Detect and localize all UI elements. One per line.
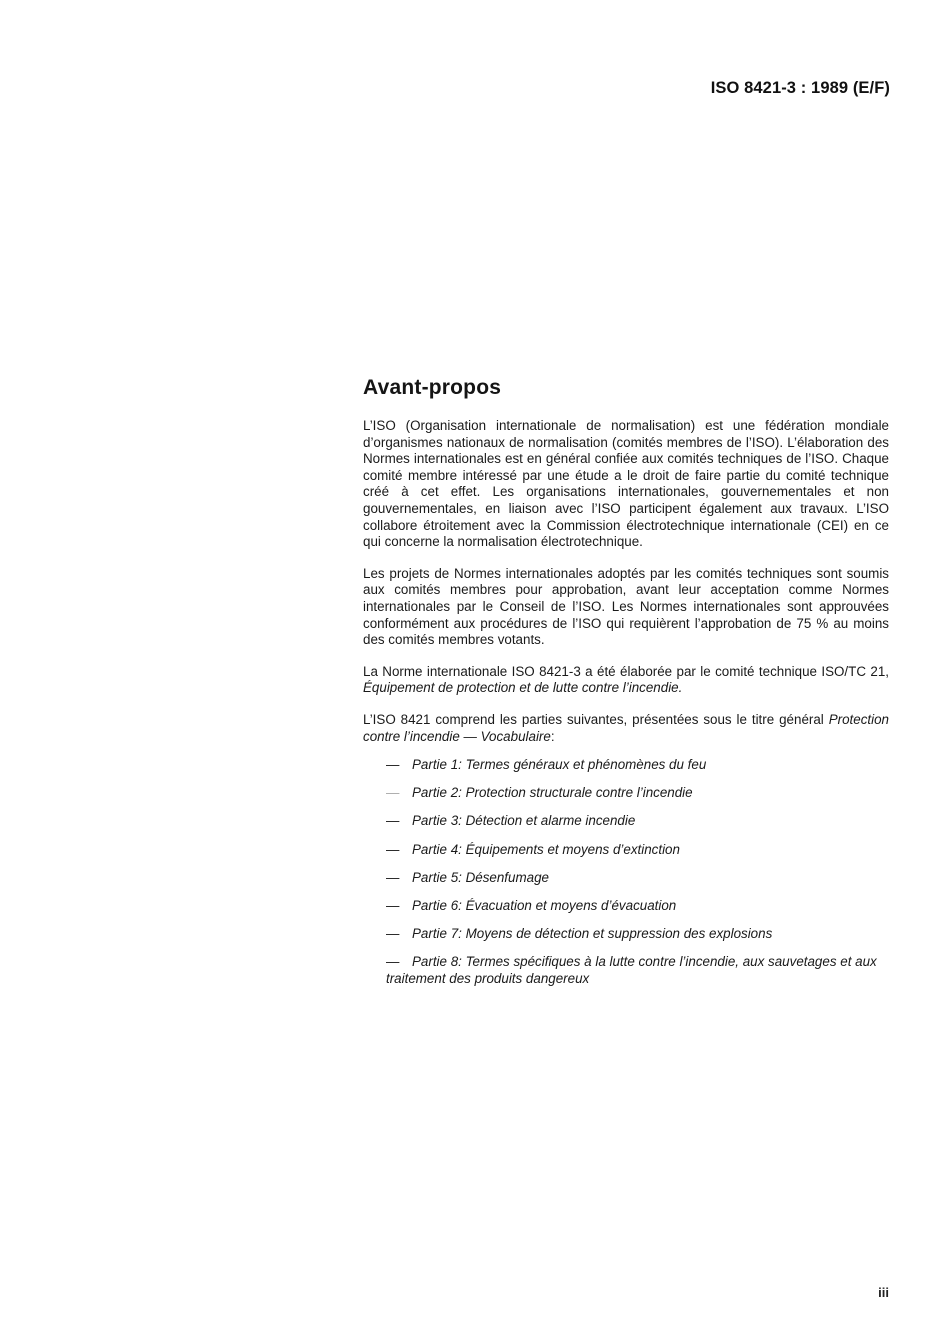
general-title: Protection contre l’incendie — Vocabulaire (363, 711, 889, 744)
dash-marker: — (386, 841, 400, 857)
list-item (363, 813, 889, 830)
part-label: Partie 3: Détection et alarme incendie (412, 813, 636, 829)
document-reference: ISO 8421-3 : 1989 (E/F) (710, 79, 890, 97)
part-label: Partie 8: Termes spécifiques à la lutte contre l’incendie, aux sauvetages et aux traitement des produits dangereux (386, 954, 877, 986)
paragraph-committee (363, 664, 889, 697)
part-label: Partie 2: Protection structurale contre l’incendie (412, 785, 693, 801)
paragraph-iso-intro: L’ISO (Organisation internationale de normalisation) est une fédération mondiale d’organismes nationaux de normalisation (comités membres de l’ISO). L’élaboration des Normes internationales est en général confiée aux comités techniques de l’ISO. Chaque comité membre intéressé par une étude a le droit de faire partie du comité technique créé à cet effet. Les organisations internationales, gouvernementales et non gouvernementales, en liaison avec l’ISO participent également aux travaux. L’ISO collabore étroitement avec la Commission électrotechnique internationale (CEI) en ce qui concerne la normalisation électrotechnique. (363, 418, 889, 550)
list-item (363, 757, 889, 774)
section-title: Avant-propos (363, 376, 502, 399)
part-label: Partie 7: Moyens de détection et suppression des explosions (412, 926, 773, 942)
parts-intro-colon: : (550, 728, 555, 744)
page-number: iii (878, 1285, 889, 1300)
part-label: Partie 1: Termes généraux et phénomènes du feu (412, 757, 707, 773)
dash-marker: — (386, 898, 400, 914)
dash-marker: — (386, 813, 400, 829)
foreword-section (363, 376, 889, 999)
list-item (363, 785, 889, 802)
paragraph-draft-approval: Les projets de Normes internationales adoptés par les comités techniques sont soumis aux comités membres pour approbation, avant leur acceptation comme Normes internationales par le Conseil de l’ISO. Les Normes internationales sont approuvées conformément aux procédures de l’ISO qui requièrent l’approbation de 75 % au moins des comités membres votants. (363, 565, 889, 648)
dash-marker: — (386, 785, 400, 801)
dash-marker: — (386, 954, 400, 970)
list-item (363, 954, 889, 987)
paragraph-parts-intro (363, 712, 889, 745)
committee-text: La Norme internationale ISO 8421-3 a été élaborée par le comité technique ISO/TC 21, (363, 663, 889, 679)
list-item (363, 926, 889, 943)
list-item (363, 842, 889, 859)
part-label: Partie 5: Désenfumage (412, 869, 549, 885)
parts-list (363, 757, 889, 988)
list-item (363, 870, 889, 887)
parts-intro-text: L’ISO 8421 comprend les parties suivantes, présentées sous le titre général (363, 711, 824, 727)
committee-name: Équipement de protection et de lutte contre l’incendie. (363, 680, 683, 696)
part-label: Partie 6: Évacuation et moyens d’évacuation (412, 898, 677, 914)
dash-marker: — (386, 757, 400, 773)
dash-marker: — (386, 869, 400, 885)
dash-marker: — (386, 926, 400, 942)
list-item (363, 898, 889, 915)
part-label: Partie 4: Équipements et moyens d’extinction (412, 841, 680, 857)
